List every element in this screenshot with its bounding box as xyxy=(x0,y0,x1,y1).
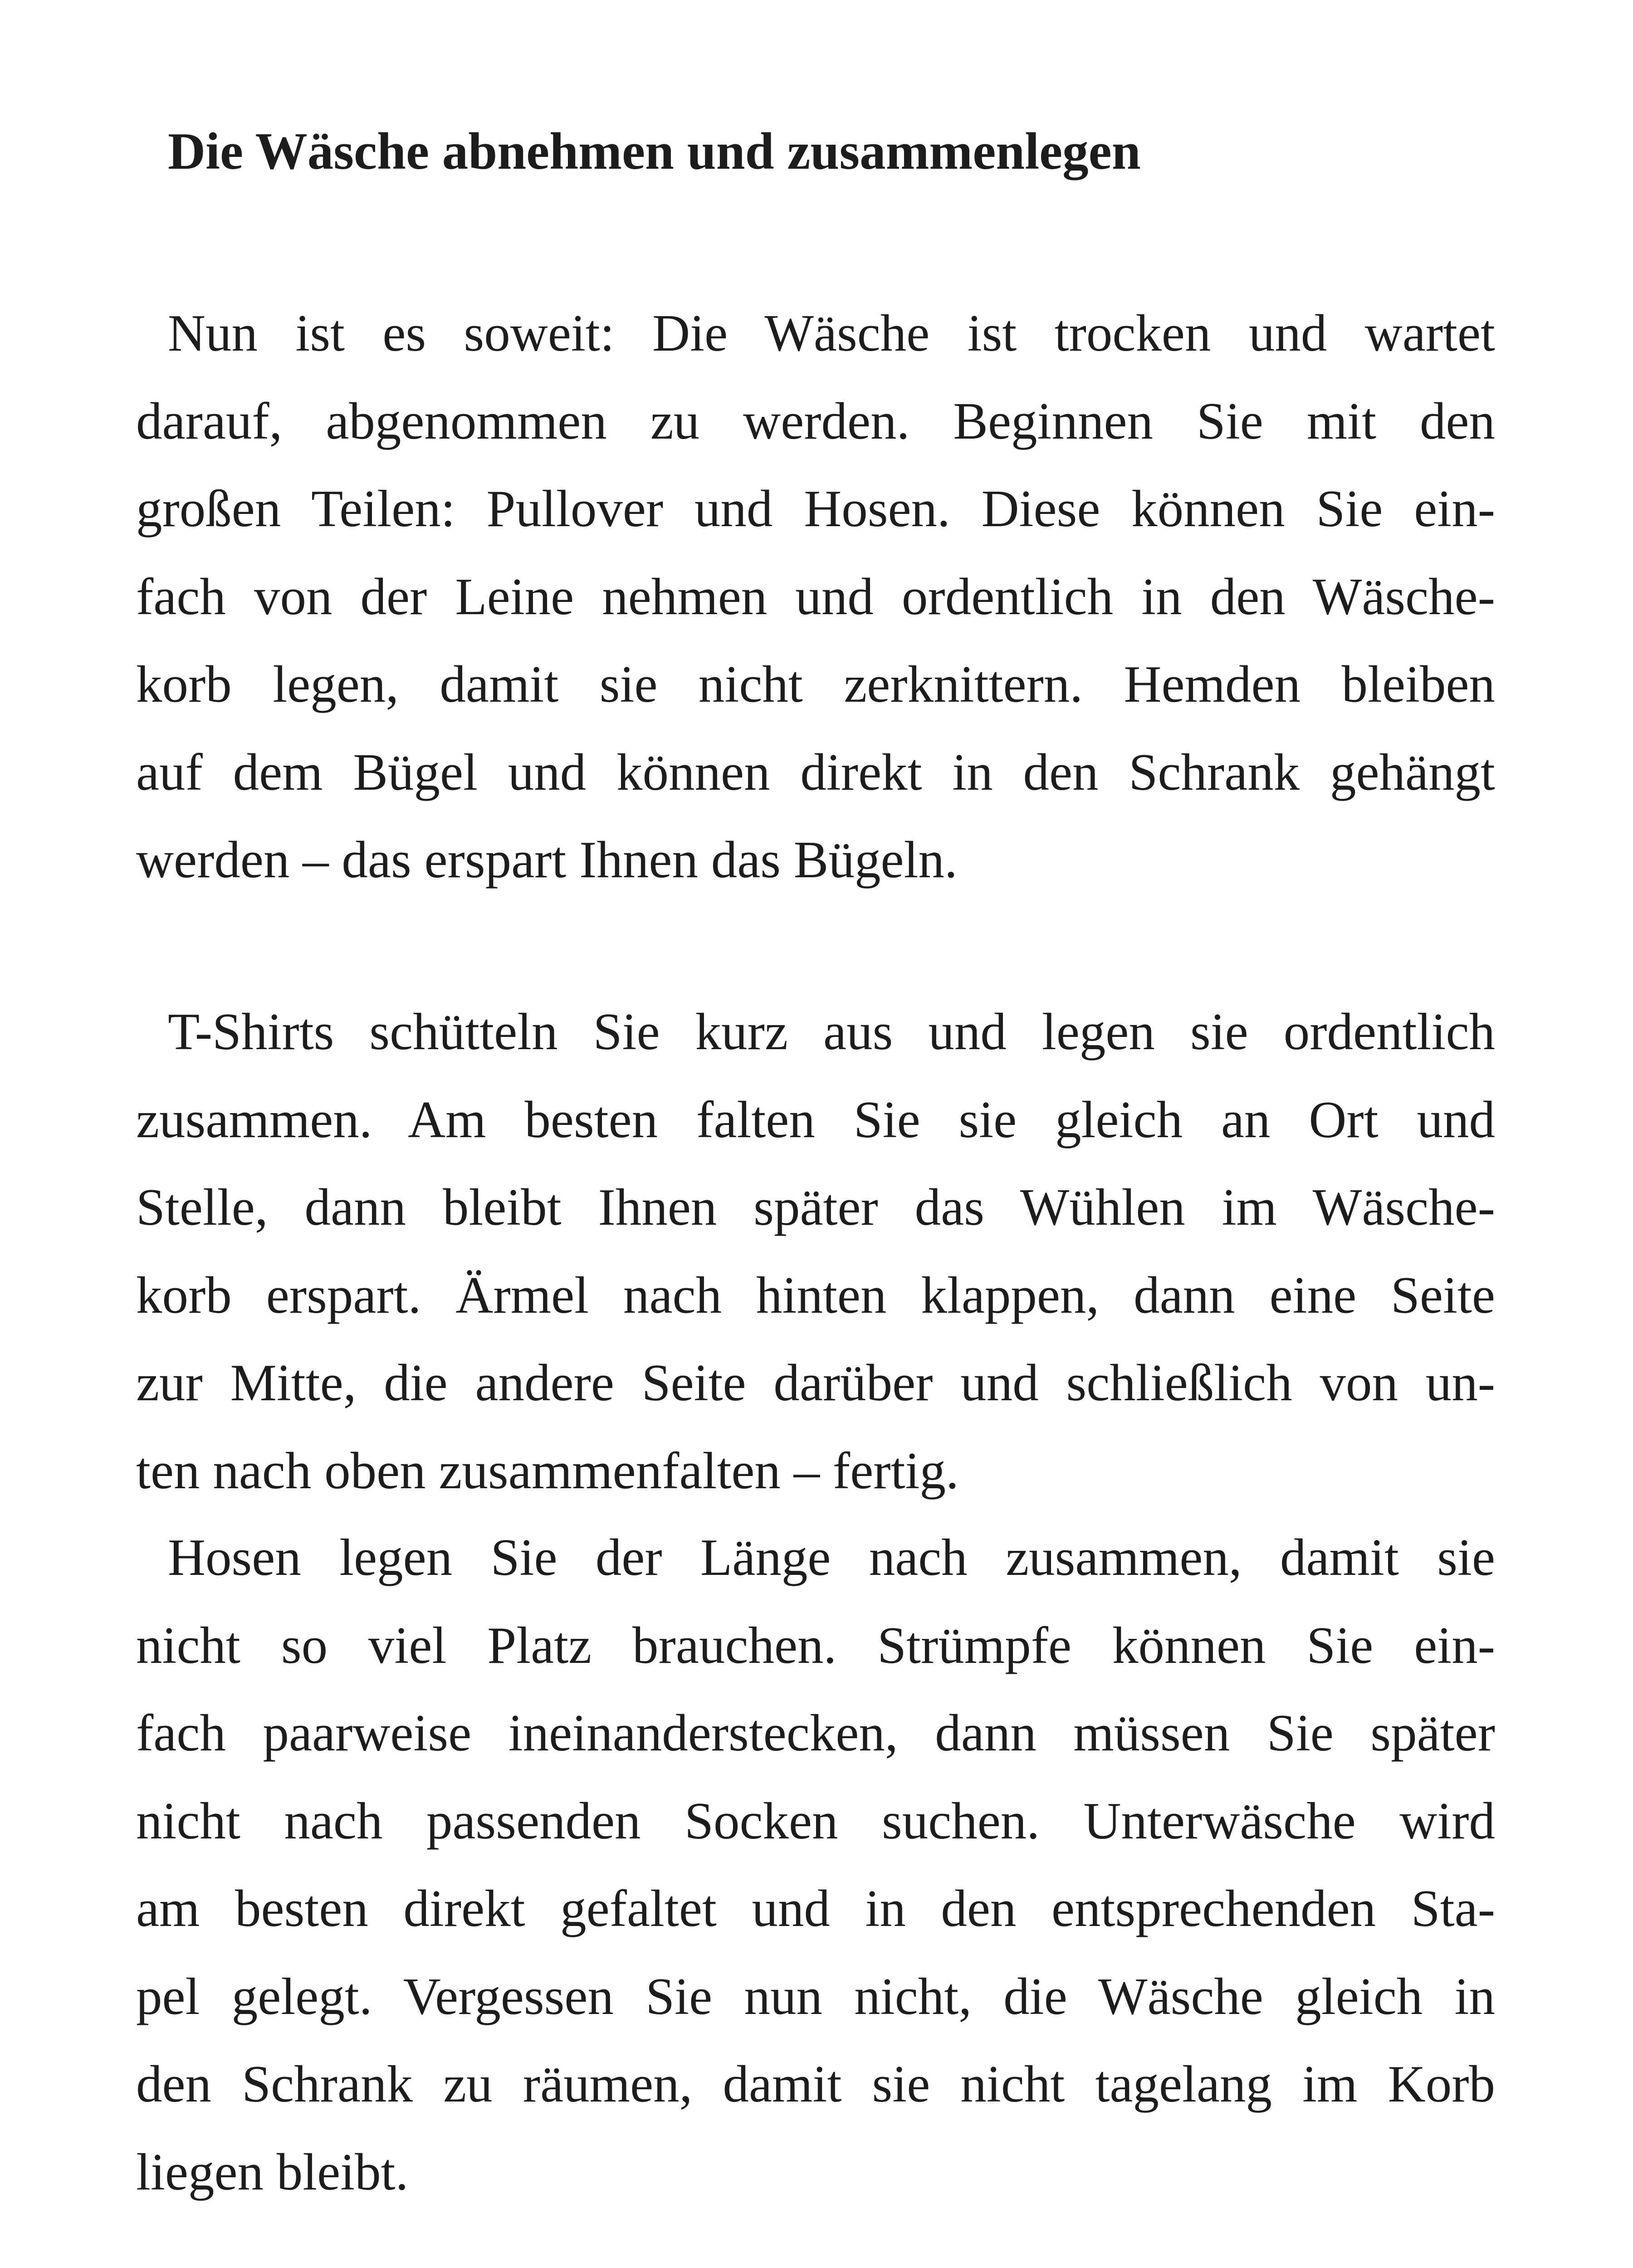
text-line: liegen bleibt. xyxy=(136,2143,409,2201)
section-heading: Die Wäsche abnehmen und zusammenlegen xyxy=(168,122,1141,180)
text-line: fach paarweise ineinanderstecken, dann müssen Sie später xyxy=(136,1704,1495,1762)
text-line: zusammen. Am besten falten Sie sie gleich an Ort und xyxy=(136,1090,1495,1149)
text-line: korb erspart. Ärmel nach hinten klappen, dann eine Seite xyxy=(136,1266,1495,1324)
text-line: nicht so viel Platz brauchen. Strümpfe können Sie ein- xyxy=(136,1616,1495,1674)
paragraph-3 xyxy=(136,1514,1495,2216)
text-line: ten nach oben zusammenfalten – fertig. xyxy=(136,1442,959,1500)
text-line: zur Mitte, die andere Seite darüber und schließlich von un- xyxy=(136,1354,1495,1412)
text-line: den Schrank zu räumen, damit sie nicht tagelang im Korb xyxy=(136,2055,1495,2113)
text-line: am besten direkt gefaltet und in den entsprechenden Sta- xyxy=(136,1880,1495,1937)
text-line: fach von der Leine nehmen und ordentlich in den Wäsche- xyxy=(136,567,1495,626)
text-line: Nun ist es soweit: Die Wäsche ist trocken und wartet xyxy=(168,304,1495,362)
text-line: auf dem Bügel und können direkt in den Schrank gehängt xyxy=(136,743,1495,801)
paragraph-2 xyxy=(136,988,1495,1515)
text-line: werden – das erspart Ihnen das Bügeln. xyxy=(136,831,958,889)
text-line: darauf, abgenommen zu werden. Beginnen Sie mit den xyxy=(136,392,1495,450)
text-line: nicht nach passenden Socken suchen. Unterwäsche wird xyxy=(136,1792,1495,1850)
text-line: korb legen, damit sie nicht zerknittern. Hemden bleiben xyxy=(136,655,1495,713)
text-line: Stelle, dann bleibt Ihnen später das Wühlen im Wäsche- xyxy=(136,1178,1495,1236)
text-line: T-Shirts schütteln Sie kurz aus und legen sie ordentlich xyxy=(168,1003,1495,1061)
text-line: pel gelegt. Vergessen Sie nun nicht, die Wäsche gleich in xyxy=(136,1967,1495,2025)
text-line: Hosen legen Sie der Länge nach zusammen, damit sie xyxy=(168,1529,1495,1586)
text-line: großen Teilen: Pullover und Hosen. Diese können Sie ein- xyxy=(136,480,1495,538)
paragraph-1 xyxy=(136,289,1495,904)
